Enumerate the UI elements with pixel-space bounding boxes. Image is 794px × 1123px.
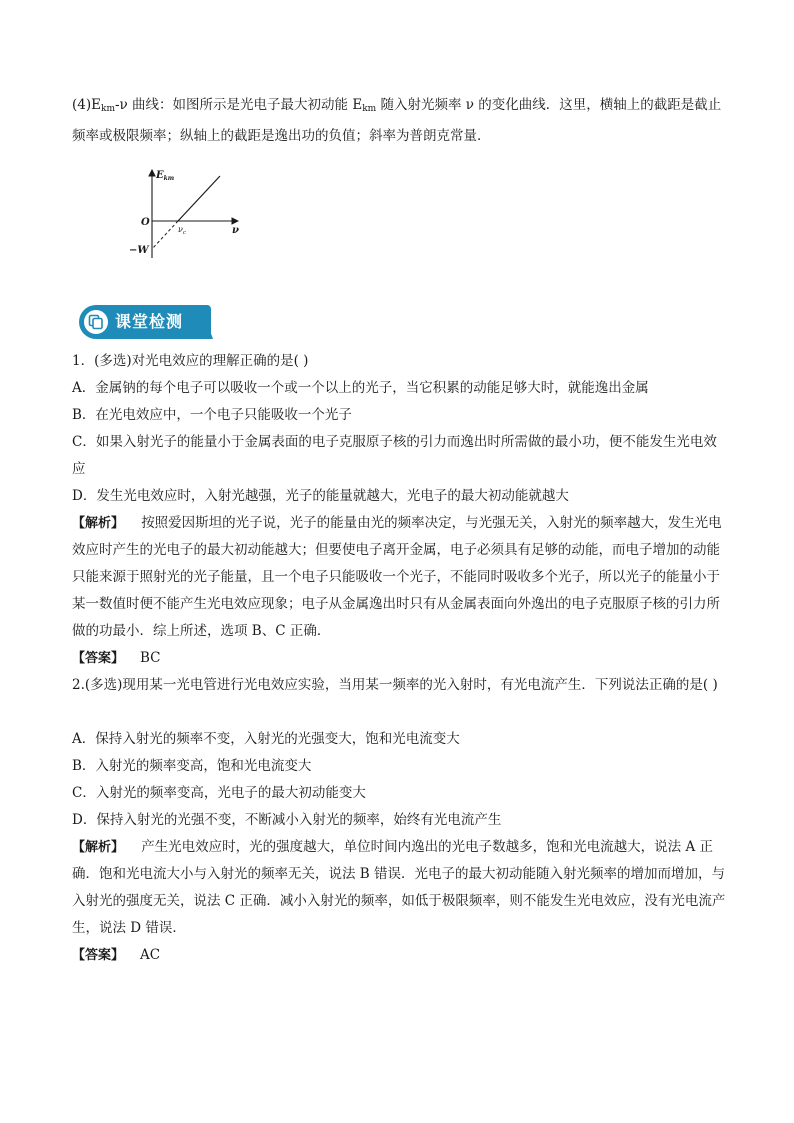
q2-stem: 2.(多选)现用某一光电管进行光电效应实验，当用某一频率的光入射时，有光电流产生．下列说法正确的是( ) [72, 677, 718, 693]
q1-option-d: D．发生光电效应时，入射光越强，光子的能量就越大，光电子的最大初动能就越大 [72, 488, 569, 504]
q2-option-b: B．入射光的频率变高，饱和光电流变大 [72, 758, 312, 774]
x-axis-label: ν [232, 225, 239, 236]
q2-option-d: D．保持入射光的光强不变，不断减小入射光的频率，始终有光电流产生 [72, 812, 502, 828]
negative-w-label: −W [129, 245, 149, 256]
ekm-line [178, 176, 220, 221]
q2-analysis: 【解析】 产生光电效应时，光的强度越大，单位时间内逸出的光电子数越多，饱和光电流越大，说法 A 正确．饱和光电流大小与入射光的频率无关，说法 B 错误．光电子的最大初动能随入射光频率的增加而增加，与入射光的强度无关，说法 C 正确．减小入射光的频率，如低于极限频率，则不能发生光电效应，没有光电流产生，说法 D 错误． [72, 839, 726, 936]
q2-answer [72, 942, 732, 969]
q1-analysis: 【解析】 按照爱因斯坦的光子说，光子的能量由光的频率决定，与光强无关，入射光的频率越大，发生光电效应时产生的光电子的最大初动能越大；但要使电子离开金属，电子必须具有足够的动能，而电子增加的动能只能来源于照射光的光子能量，且一个电子只能吸收一个光子，不能同时吸收多个光子，所以光子的能量小于某一数值时便不能产生光电效应现象；电子从金属逸出时只有从金属表面向外逸出的电子克服原子核的引力所做的功最小．综上所述，选项 B、C 正确． [72, 515, 722, 639]
q1-answer-label: 【答案】 [72, 651, 125, 666]
ekm-frequency-graph [128, 166, 248, 262]
intercept-label: $\nu_c$ [178, 225, 186, 236]
q1-option-b: B．在光电效应中，一个电子只能吸收一个光子 [72, 407, 352, 423]
q2-option-c: C．入射光的频率变高，光电子的最大初动能变大 [72, 785, 366, 801]
q2-option-a: A．保持入射光的频率不变，入射光的光强变大，饱和光电流变大 [72, 731, 460, 747]
q1-stem: 1．(多选)对光电效应的理解正确的是( ) [72, 353, 309, 369]
intro-paragraph: $(4)E_{km}-\nu$ 曲线：如图所示是光电子最大初动能 $E_{km}$ 随入射光频率 ν 的变化曲线．这里，横轴上的截距是截止频率或极限频率；纵轴上的截距是逸出功的负值；斜率为普朗克常量． [72, 97, 722, 144]
origin-label: O [141, 217, 150, 228]
q2-analysis-label: 【解析】 [72, 840, 125, 855]
section-banner [79, 305, 211, 339]
y-axis-label: $E_{km}$ [156, 170, 175, 182]
q1-option-a: A．金属钠的每个电子可以吸收一个或一个以上的光子，当它积累的动能足够大时，就能逸出金属 [72, 380, 649, 396]
q2-answer-label: 【答案】 [72, 948, 125, 963]
q2-answer-value: AC [140, 947, 161, 963]
document-stack-icon [84, 310, 108, 334]
ekm-line-extension [152, 221, 178, 249]
q1-answer [72, 645, 732, 672]
q1-option-c: C．如果入射光子的能量小于金属表面的电子克服原子核的引力而逸出时所需做的最小功，便不能发生光电效应 [72, 434, 717, 477]
q1-analysis-label: 【解析】 [72, 516, 125, 531]
section-title: 课堂检测 [115, 312, 184, 331]
q1-answer-value: BC [140, 650, 161, 666]
